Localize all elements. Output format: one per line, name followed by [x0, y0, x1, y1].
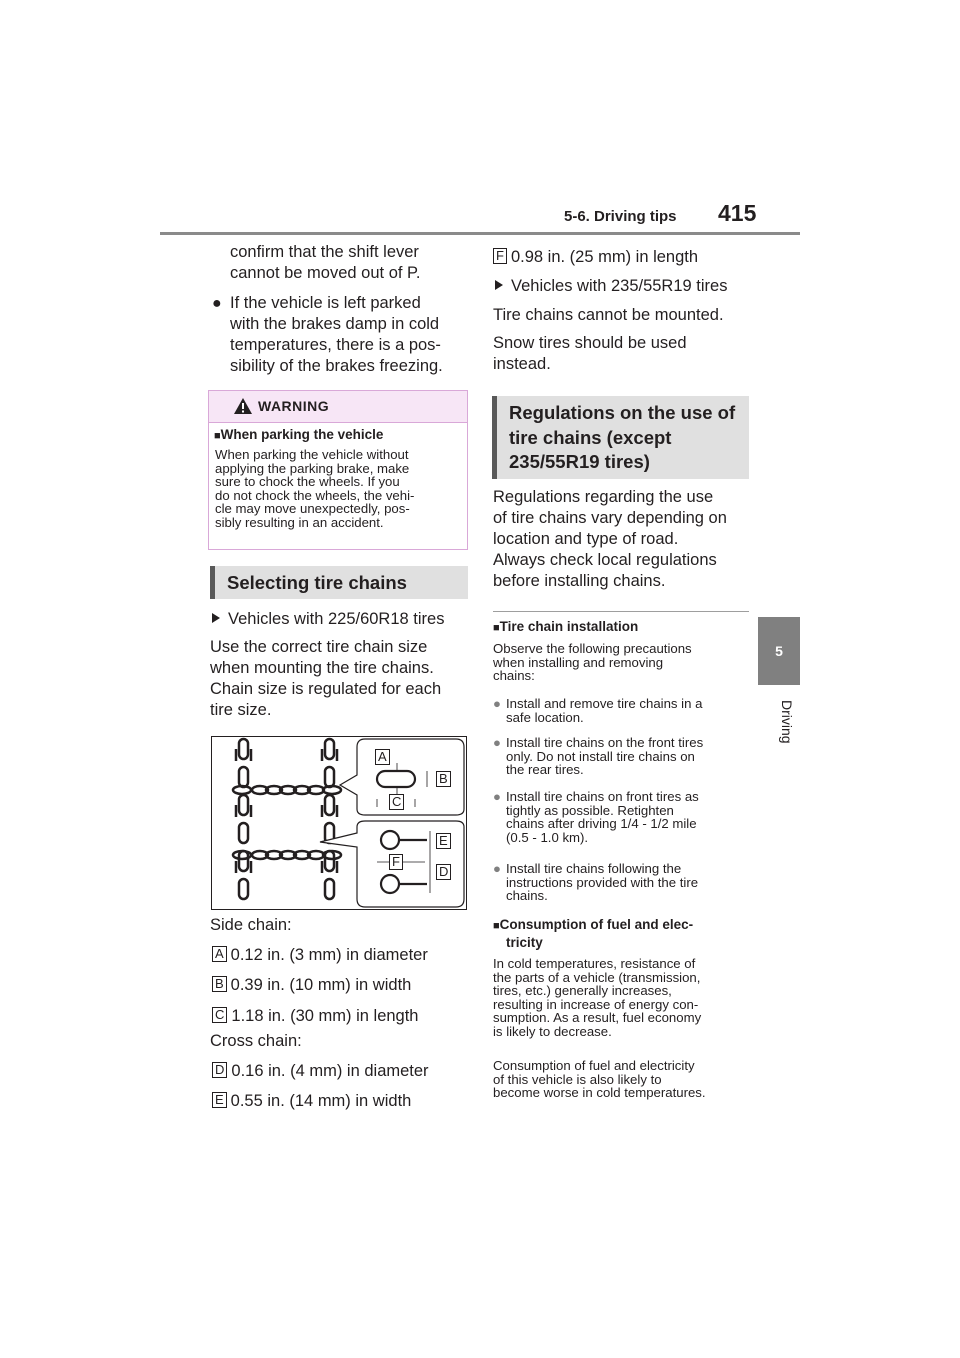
spec-e [212, 1091, 411, 1112]
vehicles-text: Vehicles with 225/60R18 tires [228, 610, 445, 628]
para-line: sumption. As a result, fuel economy [493, 1010, 702, 1026]
para-line: Consumption of fuel and electricity [493, 1058, 695, 1073]
install-intro [493, 642, 692, 683]
install-heading: ■Tire chain installation [493, 619, 639, 634]
divider [493, 611, 749, 612]
bullet-icon: ● [493, 789, 501, 804]
figure-label-f: F [389, 854, 403, 870]
warning-subhead: ■When parking the vehicle [214, 427, 384, 442]
install-heading-text: Tire chain installation [499, 619, 639, 634]
chapter-tab: 5 [758, 617, 800, 685]
intro-line: cannot be moved out of P. [230, 264, 421, 282]
warning-header [209, 391, 467, 423]
bullet-line: chains. [506, 888, 548, 904]
fuel-heading-line: Consumption of fuel and elec- [499, 917, 694, 932]
spec-text-d: 0.16 in. (4 mm) in diameter [231, 1062, 429, 1080]
header-rule [160, 232, 800, 235]
intro-line: confirm that the shift lever [230, 243, 419, 261]
spec-a [212, 945, 428, 966]
spec-b [212, 975, 411, 996]
bullet-icon: ● [493, 735, 501, 750]
bullet-line: If the vehicle is left parked [230, 294, 421, 312]
spec-text-a: 0.12 in. (3 mm) in diameter [230, 946, 428, 964]
bullet-line: Install and remove tire chains in a [506, 696, 703, 711]
warning-title: WARNING [258, 398, 330, 414]
side-chain-label: Side chain: [210, 916, 292, 934]
fuel-heading: ■Consumption of fuel and elec- tricity [493, 917, 694, 950]
bullet-line: chains after driving 1/4 - 1/2 mile [506, 816, 697, 832]
spec-f [493, 247, 698, 268]
para-line: of tire chains vary depending on [493, 509, 727, 527]
page-number: 415 [718, 200, 757, 226]
intro-text [230, 242, 421, 284]
para-line: become worse in cold temperatures. [493, 1085, 706, 1101]
spec-label-f: F [493, 248, 507, 264]
cross-chain-label: Cross chain: [210, 1032, 302, 1050]
figure-label-e: E [436, 833, 451, 849]
warning-line: sibly resulting in an accident. [215, 514, 384, 530]
spec-text-f: 0.98 in. (25 mm) in length [510, 248, 699, 266]
spec-d [212, 1061, 429, 1082]
arrow-icon [495, 280, 503, 290]
figure-label-b: B [436, 771, 451, 787]
snow-tires-text [493, 333, 687, 375]
bullet-item [212, 293, 443, 377]
warning-line: cle may move unexpectedly, pos- [215, 501, 410, 517]
para-line: location and type of road. [493, 530, 679, 548]
warning-triangle-icon [233, 397, 253, 415]
spec-c [212, 1006, 418, 1027]
bullet-line: tightly as possible. Retighten [506, 802, 674, 818]
bullet-line: with the brakes damp in cold [230, 315, 440, 333]
warning-line: applying the parking brake, make [215, 460, 410, 476]
chain-diagram [212, 737, 466, 909]
bullet-line: sibility of the brakes freezing. [230, 357, 443, 375]
figure-label-c: C [389, 794, 404, 810]
para-line: of this vehicle is also likely to [493, 1071, 662, 1087]
intro-line: chains: [493, 668, 535, 684]
install-bullet [493, 862, 698, 903]
vehicles-line-235 [495, 276, 727, 297]
para-line: is likely to decrease. [493, 1023, 612, 1039]
bullet-line: (0.5 - 1.0 km). [506, 829, 589, 845]
para-line: the parts of a vehicle (transmission, [493, 969, 701, 985]
fuel-paragraph-1 [493, 957, 701, 1039]
intro-line: Observe the following precautions [493, 641, 692, 656]
para-line: Always check local regulations [493, 551, 717, 569]
install-bullet [493, 736, 703, 777]
para-line: resulting in increase of energy con- [493, 996, 699, 1012]
vehicles-text: Vehicles with 235/55R19 tires [511, 277, 728, 295]
heading-line: Regulations on the use of [509, 402, 736, 423]
para-line: before installing chains. [493, 572, 666, 590]
section-heading-selecting: Selecting tire chains [210, 566, 468, 599]
selection-paragraph [210, 637, 441, 721]
bullet-line: Install tire chains on the front tires [506, 735, 704, 750]
chapter-label: Driving [779, 700, 795, 744]
spec-text-b: 0.39 in. (10 mm) in width [230, 976, 412, 994]
bullet-line: Install tire chains following the [506, 861, 682, 876]
arrow-icon [212, 613, 220, 623]
bullet-line: Install tire chains on front tires as [506, 789, 699, 804]
warning-line: do not chock the wheels, the vehi- [215, 487, 415, 503]
bullet-line: only. Do not install tire chains on [506, 748, 695, 764]
para-line: In cold temperatures, resistance of [493, 956, 696, 971]
figure-label-a: A [375, 749, 390, 765]
spec-label-b: B [212, 976, 227, 992]
bullet-icon: ● [493, 696, 501, 711]
bullet-line: temperatures, there is a pos- [230, 336, 441, 354]
bullet-line: safe location. [506, 709, 584, 725]
warning-text [215, 448, 414, 530]
warning-subhead-text: When parking the vehicle [220, 427, 384, 442]
spec-label-e: E [212, 1092, 227, 1108]
intro-line: when installing and removing [493, 654, 664, 670]
snow-line: Snow tires should be used [493, 334, 687, 352]
tire-chain-figure [211, 736, 467, 910]
regulations-paragraph [493, 487, 727, 592]
spec-text-c: 1.18 in. (30 mm) in length [231, 1007, 419, 1025]
warning-box [208, 390, 468, 550]
figure-label-d: D [436, 864, 451, 880]
para-line: Chain size is regulated for each [210, 680, 442, 698]
warning-line: sure to chock the wheels. If you [215, 474, 400, 490]
spec-label-a: A [212, 946, 227, 962]
para-line: Regulations regarding the use [493, 488, 714, 506]
bullet-line: the rear tires. [506, 762, 584, 778]
para-line: when mounting the tire chains. [210, 659, 434, 677]
para-line: tires, etc.) generally increases, [493, 983, 672, 999]
warning-line: When parking the vehicle without [215, 447, 409, 462]
cannot-mount-text: Tire chains cannot be mounted. [493, 306, 724, 324]
para-line: tire size. [210, 701, 272, 719]
snow-line: instead. [493, 355, 551, 373]
bullet-icon: ● [212, 295, 222, 312]
heading-line: tire chains (except [509, 426, 672, 448]
spec-label-c: C [212, 1007, 227, 1023]
bullet-icon: ● [493, 861, 501, 876]
fuel-heading-line: tricity [506, 934, 543, 950]
heading-line: 235/55R19 tires) [509, 451, 650, 472]
section-header: 5-6. Driving tips [564, 208, 677, 225]
install-bullet [493, 697, 702, 724]
spec-label-d: D [212, 1062, 227, 1078]
section-heading-regulations [492, 396, 749, 479]
bullet-line: instructions provided with the tire [506, 874, 699, 890]
vehicles-line-225 [212, 609, 444, 630]
spec-text-e: 0.55 in. (14 mm) in width [230, 1092, 412, 1110]
para-line: Use the correct tire chain size [210, 638, 428, 656]
install-bullet [493, 790, 699, 844]
fuel-paragraph-2 [493, 1059, 706, 1100]
